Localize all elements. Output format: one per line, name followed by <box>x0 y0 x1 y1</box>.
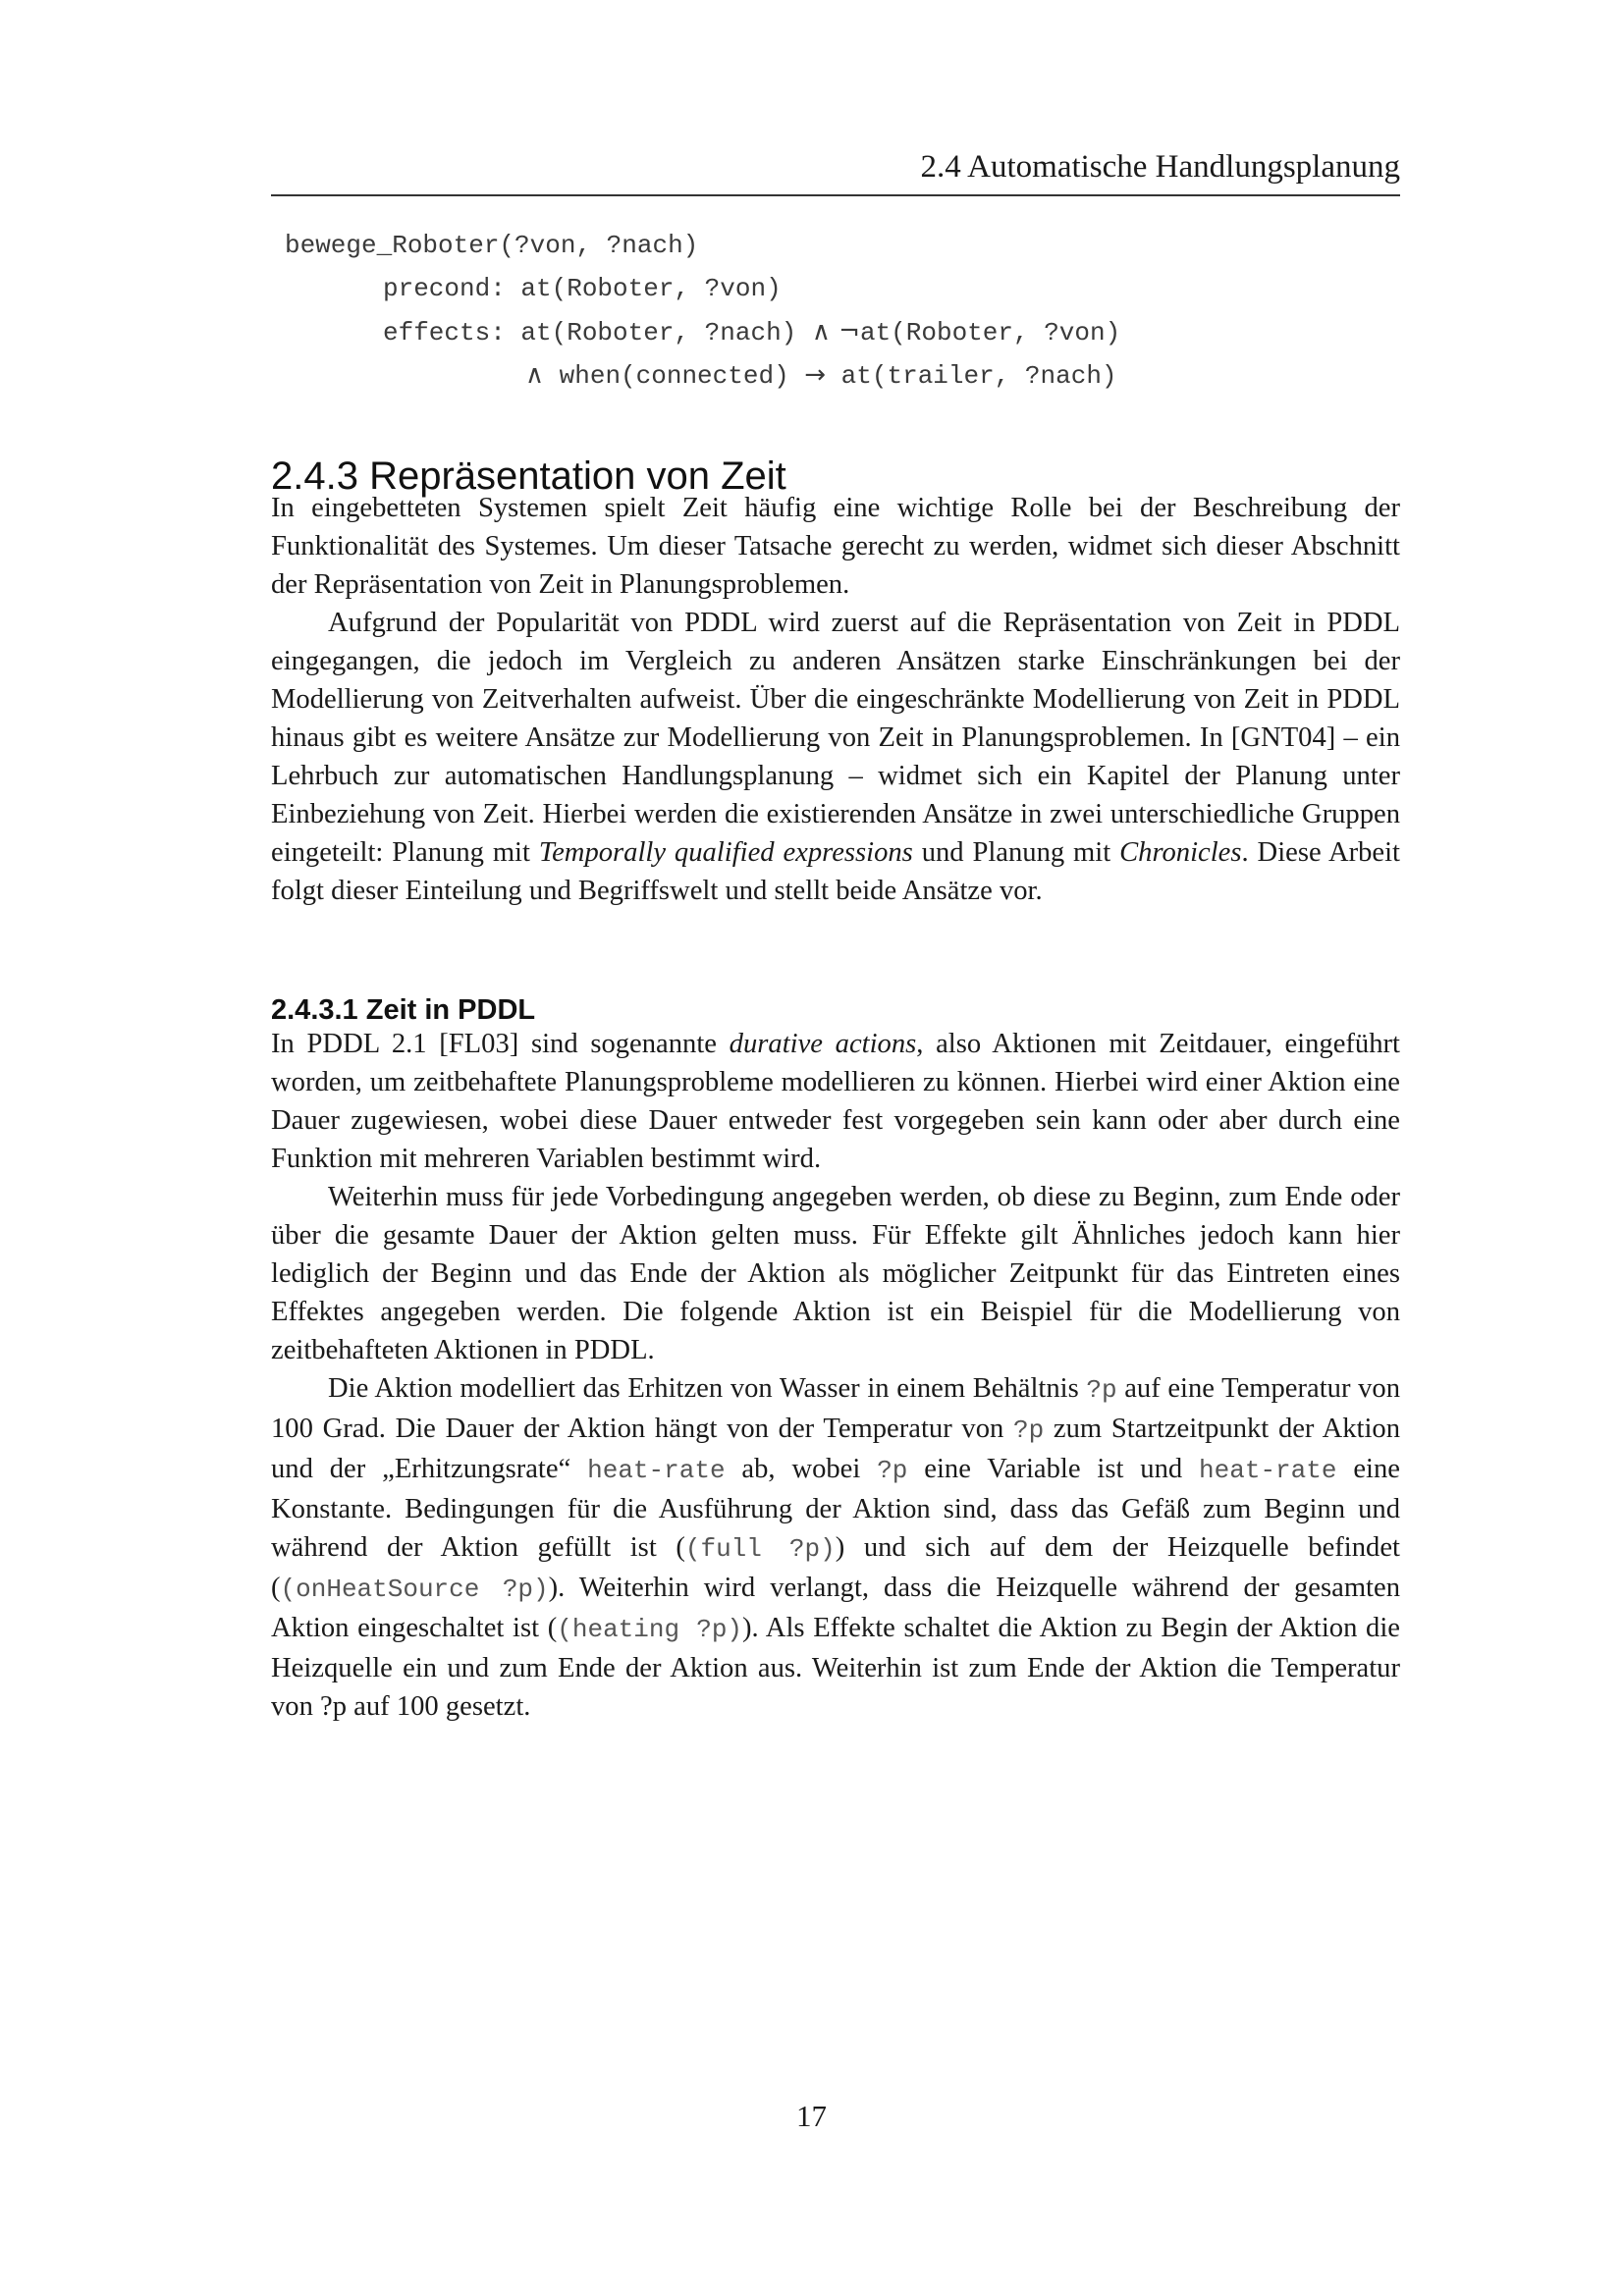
code-text: when(connected) <box>544 361 805 391</box>
implication-arrow-symbol: → <box>804 360 827 390</box>
inline-code: ?p <box>1013 1415 1045 1445</box>
running-header <box>271 147 1400 196</box>
subsection-body <box>271 1025 1400 1726</box>
inline-code: (onHeatSource ?p) <box>280 1575 549 1604</box>
subsection-heading: 2.4.3.1 Zeit in PDDL <box>271 994 536 1026</box>
paragraph-text: . Diese Arbeit folgt dieser Einteilung und Begriffswelt und stellt beide Ansätze vor. <box>271 837 1400 906</box>
paragraph-text: Die Aktion modelliert das Erhitzen von Wasser in einem Behältnis <box>328 1373 1087 1404</box>
code-line <box>285 310 1120 353</box>
inline-code: ?p <box>877 1456 908 1485</box>
code-listing <box>285 224 1120 397</box>
code-line <box>285 353 1120 397</box>
code-text: precond: at(Roboter, ?von) <box>383 274 782 303</box>
paragraph-text: und Planung mit <box>912 837 1120 868</box>
inline-code: heat-rate <box>587 1456 726 1485</box>
paragraph-text: ). Als Effekte schaltet die Aktion zu Begin der Aktion die Heizquelle ein und zum Ende der Aktion aus. Weiterhin ist zum Ende der Aktion die Temperatur von ?p auf 100 gesetzt. <box>271 1613 1400 1722</box>
logical-not-symbol: ¬ <box>830 317 860 347</box>
paragraph-text: Aufgrund der Popularität von PDDL wird zuerst auf die Repräsentation von Zeit in PDDL eingegangen, die jedoch im Vergleich zu anderen Ansätzen starke Einschränkungen bei der Modellierung von Zeitverhalten aufweist. Über die eingeschränkte Modellierung von Zeit in PDDL hinaus gibt es weitere Ansätze zur Modellierung von Zeit in Planungsproblemen. In [GNT04] – ein Lehrbuch zur automatischen Handlungsplanung – widmet sich ein Kapitel der Planung unter Einbeziehung von Zeit. Hierbei werden die existierenden Ansätze in zwei unterschiedliche Gruppen eingeteilt: Planung mit <box>271 608 1400 868</box>
emphasis-text: Temporally qualified expressions <box>538 837 913 868</box>
inline-code: ?p <box>1086 1375 1117 1405</box>
code-text: at(trailer, ?nach) <box>826 361 1117 391</box>
paragraph-text: ab, wobei <box>725 1454 878 1484</box>
code-line <box>285 267 1120 310</box>
paragraph-text: zum Startzeitpunkt der Aktion und der „Erhitzungsrate“ <box>271 1414 1400 1484</box>
inline-code: (heating ?p) <box>557 1615 743 1644</box>
section-body <box>271 489 1400 910</box>
code-text: at(Roboter, ?von) <box>859 318 1121 347</box>
paragraph-text: In PDDL 2.1 [FL03] sind sogenannte <box>271 1029 730 1059</box>
inline-code: (full ?p) <box>684 1534 836 1564</box>
paragraph-text: eine Variable ist und <box>907 1454 1200 1484</box>
page-number: 17 <box>796 2099 827 2133</box>
code-text: effects: at(Roboter, ?nach) <box>383 318 812 347</box>
paragraph-text: auf eine Temperatur von 100 Grad. Die Dauer der Aktion hängt von der Temperatur von <box>271 1373 1401 1444</box>
paragraph: Weiterhin muss für jede Vorbedingung angegeben werden, ob diese zu Beginn, zum Ende oder über die gesamte Dauer der Aktion gelten muss. Für Effekte gilt Ähnliches jedoch kann hier lediglich der Beginn und das Ende der Aktion als möglicher Zeitpunkt für das Eintreten eines Effektes angegeben werden. Die folgende Aktion ist ein Beispiel für die Modellierung von zeitbehafteten Aktionen in PDDL. <box>271 1182 1400 1365</box>
logical-and-symbol: ∧ <box>811 317 831 347</box>
paragraph-text: , also Aktionen mit Zeitdauer, eingeführt worden, um zeitbehaftete Planungsprobleme modellieren zu können. Hierbei wird einer Aktion eine Dauer zugewiesen, wobei diese Dauer entweder fest vorgegeben sein kann oder aber durch eine Funktion mit mehreren Variablen bestimmt wird. <box>271 1029 1400 1174</box>
emphasis-text: durative actions <box>729 1029 917 1059</box>
paragraph <box>271 1369 1400 1726</box>
section-heading: 2.4.3 Repräsentation von Zeit <box>271 454 786 499</box>
running-header-title: 2.4 Automatische Handlungsplanung <box>920 149 1400 185</box>
logical-and-symbol: ∧ <box>525 360 545 390</box>
inline-code: heat-rate <box>1199 1456 1337 1485</box>
paragraph <box>271 1025 1400 1178</box>
emphasis-text: Chronicles <box>1119 837 1242 868</box>
paragraph: In eingebetteten Systemen spielt Zeit häufig eine wichtige Rolle bei der Beschreibung der Funktionalität des Systemes. Um dieser Tatsache gerecht zu werden, widmet sich dieser Abschnitt der Repräsentation von Zeit in Planungsproblemen. <box>271 493 1400 600</box>
paragraph <box>271 604 1400 910</box>
paragraph-text: ). Weiterhin wird verlangt, dass die Heizquelle während der gesamten Aktion eingeschaltet ist ( <box>271 1573 1400 1643</box>
code-text: bewege_Roboter(?von, ?nach) <box>285 231 699 260</box>
paragraph-text: eine Konstante. Bedingungen für die Ausführung der Aktion sind, dass das Gefäß zum Beginn und während der Aktion gefüllt ist ( <box>271 1454 1400 1563</box>
paragraph-text: ) und sich auf dem der Heizquelle befindet ( <box>271 1532 1400 1603</box>
code-line <box>285 224 1120 267</box>
